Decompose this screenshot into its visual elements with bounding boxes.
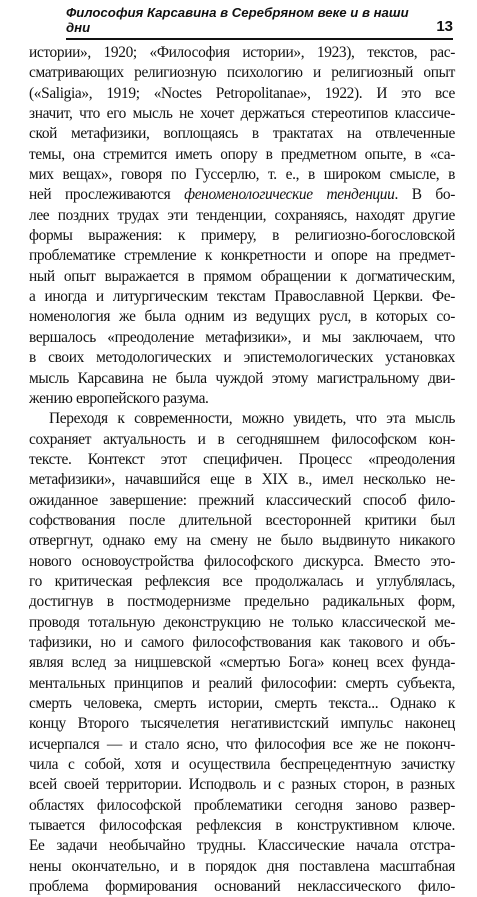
paragraph-1 (29, 43, 455, 409)
text-line: тывается философская рефлексия в конструктивном ключе. (29, 817, 455, 835)
text-line: тафизики, но и самого философствования как такового и объ- (29, 633, 455, 651)
text-line: смерть человека, смерть истории, смерть текста... Однако к (29, 695, 455, 712)
text-line: тексте. Контекст этот специфичен. Процесс «преодоления (29, 450, 455, 468)
text-line: областях философской проблематики сегодня заново развер- (29, 796, 455, 814)
text-line: Переходя к современности, можно увидеть, что эта мысль (49, 410, 455, 428)
text-line: софствования после длительной всесторонней критики был (29, 511, 455, 529)
text-line: сохраняет актуальность и в сегодняшнем философском кон- (29, 430, 455, 448)
text-line: темы, она стремится иметь опору в предметном опыте, в «са- (29, 145, 455, 163)
text-line: нового основоустройства философского дискурса. Вместо это- (29, 552, 455, 570)
text-line: в своих методологических и эпистемологических установках (29, 349, 455, 367)
text-line: а иногда и литургическим текстам Православной Церкви. Фе- (29, 288, 455, 306)
text-line: Ее задачи необычайно трудны. Классические начала отстра- (29, 837, 455, 855)
text-line: проводя тотальную деконструкцию не только классической ме- (29, 613, 455, 631)
text-line: отвергнут, однако ему на смену не было выдвинуто никакого (29, 532, 455, 550)
text-line: вершалось «преодоление метафизики», и мы заключаем, что (29, 328, 455, 346)
text-line: проблема формирования оснований неклассического фило- (29, 878, 455, 896)
text-line: сматривающих религиозную психологию и религиозный опыт (29, 64, 455, 82)
text-line: («Saligia», 1919; «Noctes Petropolitanae», 1922). И это все (29, 84, 455, 102)
text-line: мысль Карсавина не была чуждой этому магистральному дви- (29, 369, 455, 387)
paragraph-2 (29, 409, 455, 897)
page-number: 13 (436, 18, 453, 35)
text-line: концу Второго тысячелетия негативистский импульс наконец (29, 715, 455, 733)
text-line: являя вслед за ницшевской «смертью Бога» конец всех фунда- (29, 654, 455, 672)
text-line: метафизики», начавшийся еще в XIX в., имел несколько не- (29, 471, 455, 489)
text-line: ской метафизики, воплощаясь в трактатах на отвлеченные (29, 125, 455, 143)
text-line: достигнув в постмодернизме предельно радикальных форм, (29, 593, 455, 611)
emphasis: феноменологические тенденции (184, 186, 395, 204)
text-line: лее поздних трудах эти тенденции, сохраняясь, находят другие (29, 206, 455, 224)
text-line: го критическая рефлексия все продолжалась и углублялась, (29, 572, 455, 590)
text-line: формы выражения: к примеру, в религиозно-богословской (29, 227, 455, 245)
text-line: жению европейского разума. (29, 389, 209, 407)
text-line: ный опыт выражается в прямом обращении к догматическим, (29, 267, 455, 285)
text-line: проблематике стремление к конкретности и опоре на предмет- (29, 247, 455, 265)
text-line: нены окончательно, и в порядок дня поставлена масштабная (29, 857, 455, 875)
text-line: ментальных принципов и реалий философии: смерть субъекта, (29, 674, 455, 692)
text-line: истории», 1920; «Философия истории», 1923), текстов, рас- (29, 44, 455, 61)
text-line: исчерпался — и стало ясно, что философия все же не поконч- (29, 735, 455, 753)
text-line: значит, что его мысль не хочет держаться стереотипов классиче- (29, 105, 455, 123)
text-line: ней прослеживаются феноменологические тенденции. В бо- (29, 186, 456, 204)
running-head-title: Философия Карсавина в Серебряном веке и в наши дни (66, 5, 409, 35)
text-line: мих вещах», говоря по Гуссерлю, т. е., в широком смысле, в (29, 166, 455, 184)
text-line: чила с собой, хотя и осуществила беспрецедентную зачистку (29, 756, 455, 774)
text-line: ожиданное завершение: прежний классический способ фило- (29, 491, 455, 509)
text-line: номенология же была одним из ведущих русл, в которых со- (29, 308, 455, 326)
text-line: всей своей территории. Исподволь и с разных сторон, в разных (29, 776, 455, 794)
body-text (29, 43, 455, 897)
running-head (66, 5, 453, 40)
